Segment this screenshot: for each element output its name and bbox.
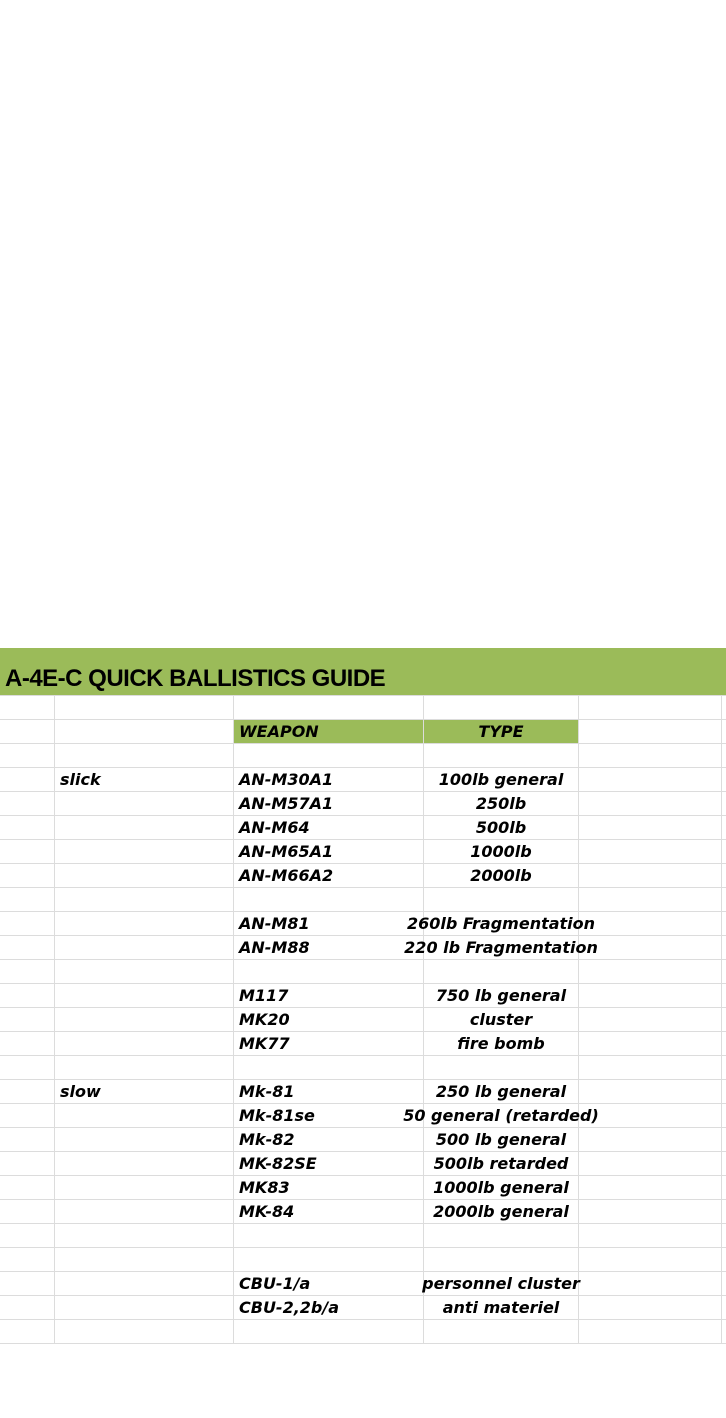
- cell-col-f[interactable]: [722, 1152, 726, 1175]
- cell-weapon[interactable]: AN-M88: [234, 936, 424, 959]
- table-row: [0, 744, 726, 768]
- cell-weapon[interactable]: [234, 1320, 424, 1343]
- cell-col-f[interactable]: [722, 744, 726, 767]
- cell-type[interactable]: 500lb: [424, 816, 579, 839]
- cell-col-e[interactable]: [579, 984, 722, 1007]
- cell-category[interactable]: [55, 888, 234, 911]
- table-row: [0, 768, 726, 792]
- cell-category[interactable]: [55, 816, 234, 839]
- table-row: [0, 1008, 726, 1032]
- cell-category[interactable]: [55, 1224, 234, 1247]
- table-row: [0, 984, 726, 1008]
- table-row: [0, 1176, 726, 1200]
- cell-col-e[interactable]: [579, 744, 722, 767]
- table-row: [0, 720, 726, 744]
- cell-col-e[interactable]: [579, 864, 722, 887]
- cell-weapon[interactable]: AN-M81: [234, 912, 424, 935]
- cell-col-f[interactable]: [722, 720, 726, 743]
- cell-col-f[interactable]: [722, 1056, 726, 1079]
- cell-category[interactable]: [55, 1272, 234, 1295]
- cell-col-f[interactable]: [722, 840, 726, 863]
- cell-weapon[interactable]: MK83: [234, 1176, 424, 1199]
- cell-weapon[interactable]: AN-M64: [234, 816, 424, 839]
- cell-weapon[interactable]: M117: [234, 984, 424, 1007]
- table-row: [0, 1152, 726, 1176]
- cell-category[interactable]: [55, 744, 234, 767]
- cell-weapon[interactable]: [234, 696, 424, 719]
- table-row: [0, 1104, 726, 1128]
- spreadsheet-grid: [0, 695, 726, 1344]
- cell-col-a[interactable]: [0, 696, 55, 719]
- cell-type[interactable]: 250lb: [424, 792, 579, 815]
- table-row: [0, 1080, 726, 1104]
- cell-col-a[interactable]: [0, 744, 55, 767]
- cell-col-f[interactable]: [722, 792, 726, 815]
- cell-category[interactable]: [55, 1320, 234, 1343]
- cell-type[interactable]: personnel cluster: [422, 1274, 580, 1293]
- cell-col-a[interactable]: [0, 1128, 55, 1151]
- table-row: [0, 888, 726, 912]
- cell-type[interactable]: 100lb general: [424, 768, 579, 791]
- cell-col-f[interactable]: [722, 1224, 726, 1247]
- cell-col-a[interactable]: [0, 1272, 55, 1295]
- weapon-header-cell[interactable]: WEAPON: [234, 720, 424, 743]
- cell-category[interactable]: [55, 1104, 234, 1127]
- cell-col-e[interactable]: [579, 720, 722, 743]
- cell-col-e[interactable]: [579, 816, 722, 839]
- cell-category[interactable]: [55, 1128, 234, 1151]
- cell-category[interactable]: slick: [55, 768, 234, 791]
- cell-weapon[interactable]: [234, 888, 424, 911]
- cell-col-e[interactable]: [579, 1224, 722, 1247]
- cell-weapon[interactable]: CBU-2,2b/a: [234, 1296, 424, 1319]
- table-row: [0, 1200, 726, 1224]
- cell-col-a[interactable]: [0, 1320, 55, 1343]
- cell-category[interactable]: [55, 864, 234, 887]
- table-row: [0, 912, 726, 936]
- cell-col-a[interactable]: [0, 936, 55, 959]
- table-row: [0, 792, 726, 816]
- cell-col-a[interactable]: [0, 768, 55, 791]
- cell-col-a[interactable]: [0, 840, 55, 863]
- cell-type[interactable]: anti materiel: [424, 1296, 579, 1319]
- cell-col-f[interactable]: [722, 1248, 726, 1271]
- cell-col-f[interactable]: [722, 984, 726, 1007]
- cell-col-e[interactable]: [579, 1104, 722, 1127]
- cell-col-a[interactable]: [0, 1008, 55, 1031]
- cell-col-e[interactable]: [579, 792, 722, 815]
- cell-col-a[interactable]: [0, 1080, 55, 1103]
- cell-type[interactable]: [424, 696, 579, 719]
- cell-col-f[interactable]: [722, 912, 726, 935]
- cell-weapon[interactable]: MK-82SE: [234, 1152, 424, 1175]
- cell-col-f[interactable]: [722, 1200, 726, 1223]
- cell-col-e[interactable]: [579, 768, 722, 791]
- cell-col-f[interactable]: [722, 1272, 726, 1295]
- table-row: [0, 840, 726, 864]
- cell-col-a[interactable]: [0, 816, 55, 839]
- cell-weapon[interactable]: [234, 960, 424, 983]
- cell-col-e[interactable]: [579, 936, 722, 959]
- table-row: [0, 1272, 726, 1296]
- cell-col-a[interactable]: [0, 1248, 55, 1271]
- cell-type[interactable]: [424, 1320, 579, 1343]
- cell-weapon[interactable]: MK-84: [234, 1200, 424, 1223]
- page-title: A-4E-C QUICK BALLISTICS GUIDE: [5, 665, 386, 692]
- cell-col-f[interactable]: [722, 864, 726, 887]
- cell-category[interactable]: [55, 1152, 234, 1175]
- cell-category[interactable]: [55, 936, 234, 959]
- cell-category[interactable]: [55, 984, 234, 1007]
- cell-col-e[interactable]: [579, 912, 722, 935]
- cell-weapon[interactable]: Mk-81: [234, 1080, 424, 1103]
- cell-category[interactable]: [55, 840, 234, 863]
- cell-type[interactable]: 1000lb: [424, 840, 579, 863]
- cell-weapon[interactable]: AN-M57A1: [234, 792, 424, 815]
- cell-type[interactable]: [424, 888, 579, 911]
- cell-type[interactable]: 500 lb general: [424, 1128, 579, 1151]
- cell-type[interactable]: [424, 960, 579, 983]
- cell-col-e[interactable]: [579, 1056, 722, 1079]
- cell-type[interactable]: 1000lb general: [424, 1176, 579, 1199]
- cell-col-a[interactable]: [0, 1296, 55, 1319]
- cell-category[interactable]: [55, 1056, 234, 1079]
- cell-type[interactable]: 2000lb general: [424, 1200, 579, 1223]
- cell-col-a[interactable]: [0, 1224, 55, 1247]
- cell-col-a[interactable]: [0, 792, 55, 815]
- cell-col-a[interactable]: [0, 960, 55, 983]
- table-row: [0, 864, 726, 888]
- cell-type[interactable]: 2000lb: [424, 864, 579, 887]
- cell-weapon[interactable]: Mk-82: [234, 1128, 424, 1151]
- cell-col-e[interactable]: [579, 960, 722, 983]
- cell-col-a[interactable]: [0, 1056, 55, 1079]
- cell-col-f[interactable]: [722, 936, 726, 959]
- cell-col-a[interactable]: [0, 1200, 55, 1223]
- cell-weapon[interactable]: Mk-81se: [234, 1104, 424, 1127]
- cell-col-e[interactable]: [579, 1032, 722, 1055]
- cell-col-f[interactable]: [722, 1296, 726, 1319]
- cell-col-f[interactable]: [722, 1176, 726, 1199]
- cell-weapon[interactable]: MK20: [234, 1008, 424, 1031]
- cell-col-a[interactable]: [0, 1104, 55, 1127]
- cell-col-a[interactable]: [0, 1032, 55, 1055]
- cell-type[interactable]: 50 general (retarded): [403, 1106, 599, 1125]
- cell-col-f[interactable]: [722, 1320, 726, 1343]
- cell-col-f[interactable]: [722, 1128, 726, 1151]
- cell-col-f[interactable]: [722, 1032, 726, 1055]
- cell-col-e[interactable]: [579, 1176, 722, 1199]
- cell-col-e[interactable]: [579, 1008, 722, 1031]
- cell-col-e[interactable]: [579, 1200, 722, 1223]
- table-row: [0, 960, 726, 984]
- cell-type[interactable]: cluster: [424, 1008, 579, 1031]
- table-row: [0, 696, 726, 720]
- cell-type[interactable]: 250 lb general: [424, 1080, 579, 1103]
- cell-category[interactable]: [55, 960, 234, 983]
- cell-category[interactable]: [55, 720, 234, 743]
- table-row: [0, 1248, 726, 1272]
- cell-col-a[interactable]: [0, 984, 55, 1007]
- cell-category[interactable]: [55, 1008, 234, 1031]
- cell-type[interactable]: 260lb Fragmentation: [406, 914, 596, 933]
- cell-col-a[interactable]: [0, 912, 55, 935]
- cell-weapon[interactable]: [234, 1248, 424, 1271]
- cell-type[interactable]: fire bomb: [424, 1032, 579, 1055]
- cell-weapon[interactable]: AN-M65A1: [234, 840, 424, 863]
- cell-weapon[interactable]: AN-M30A1: [234, 768, 424, 791]
- cell-type[interactable]: [424, 1248, 579, 1271]
- cell-weapon[interactable]: CBU-1/a: [234, 1272, 424, 1295]
- cell-col-a[interactable]: [0, 1152, 55, 1175]
- cell-category[interactable]: [55, 1296, 234, 1319]
- cell-type[interactable]: [424, 1224, 579, 1247]
- cell-category[interactable]: [55, 792, 234, 815]
- table-row: [0, 936, 726, 960]
- cell-col-e[interactable]: [579, 1128, 722, 1151]
- table-row: [0, 1224, 726, 1248]
- cell-col-a[interactable]: [0, 888, 55, 911]
- cell-col-a[interactable]: [0, 720, 55, 743]
- cell-col-e[interactable]: [579, 1080, 722, 1103]
- cell-col-e[interactable]: [579, 840, 722, 863]
- cell-category[interactable]: [55, 1176, 234, 1199]
- cell-col-f[interactable]: [722, 696, 726, 719]
- cell-col-f[interactable]: [722, 1104, 726, 1127]
- cell-col-e[interactable]: [579, 1320, 722, 1343]
- cell-col-a[interactable]: [0, 1176, 55, 1199]
- cell-category[interactable]: [55, 1032, 234, 1055]
- cell-type[interactable]: 220 lb Fragmentation: [404, 938, 598, 957]
- cell-col-f[interactable]: [722, 816, 726, 839]
- cell-col-e[interactable]: [579, 1152, 722, 1175]
- cell-type[interactable]: [424, 744, 579, 767]
- cell-category[interactable]: [55, 1200, 234, 1223]
- table-row: [0, 1032, 726, 1056]
- cell-col-f[interactable]: [722, 1080, 726, 1103]
- cell-weapon[interactable]: [234, 744, 424, 767]
- table-row: [0, 1320, 726, 1344]
- cell-category[interactable]: [55, 912, 234, 935]
- cell-type[interactable]: 500lb retarded: [424, 1152, 579, 1175]
- table-row: [0, 1128, 726, 1152]
- cell-weapon[interactable]: AN-M66A2: [234, 864, 424, 887]
- cell-col-f[interactable]: [722, 1008, 726, 1031]
- cell-col-e[interactable]: [579, 696, 722, 719]
- cell-col-f[interactable]: [722, 768, 726, 791]
- cell-col-f[interactable]: [722, 960, 726, 983]
- cell-type[interactable]: [424, 1056, 579, 1079]
- cell-col-e[interactable]: [579, 1272, 722, 1295]
- cell-category[interactable]: [55, 1248, 234, 1271]
- table-row: [0, 1056, 726, 1080]
- cell-category[interactable]: slow: [55, 1080, 234, 1103]
- cell-col-e[interactable]: [579, 888, 722, 911]
- title-banner-cell[interactable]: [0, 648, 726, 695]
- table-row: [0, 1296, 726, 1320]
- cell-weapon[interactable]: [234, 1056, 424, 1079]
- cell-col-e[interactable]: [579, 1296, 722, 1319]
- cell-col-e[interactable]: [579, 1248, 722, 1271]
- cell-weapon[interactable]: MK77: [234, 1032, 424, 1055]
- cell-weapon[interactable]: [234, 1224, 424, 1247]
- cell-type[interactable]: 750 lb general: [424, 984, 579, 1007]
- cell-category[interactable]: [55, 696, 234, 719]
- table-row: [0, 816, 726, 840]
- cell-col-a[interactable]: [0, 864, 55, 887]
- type-header-cell[interactable]: TYPE: [424, 720, 579, 743]
- cell-col-f[interactable]: [722, 888, 726, 911]
